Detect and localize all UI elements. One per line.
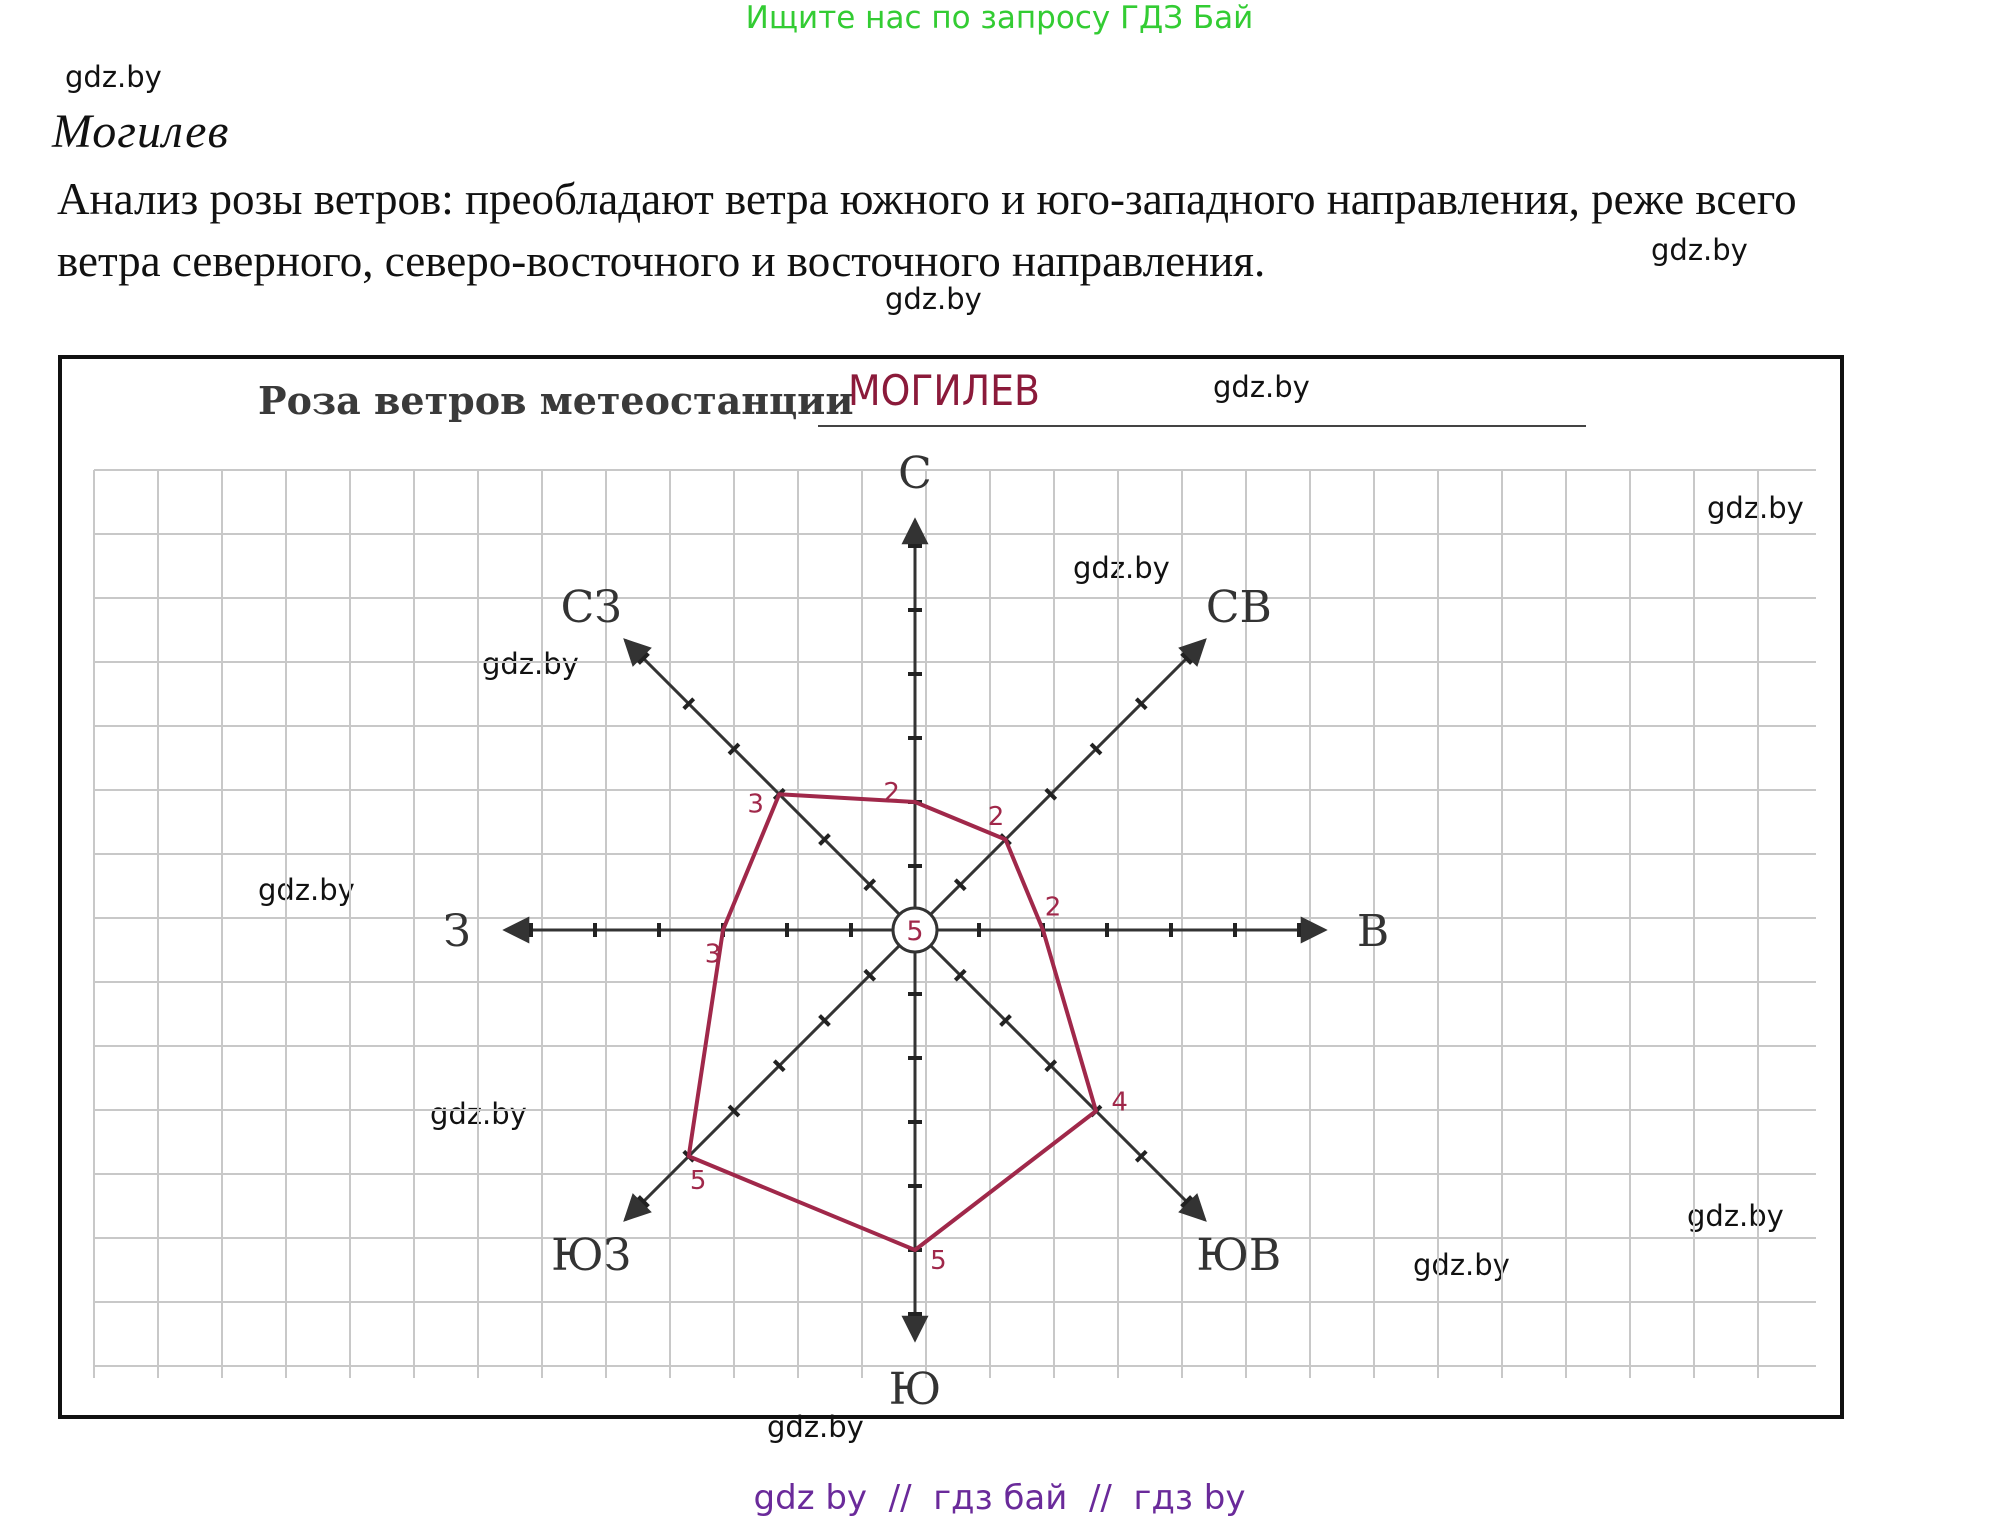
grid: [94, 470, 1816, 1378]
value-label: 5: [689, 1165, 707, 1196]
direction-label: СВ: [1205, 582, 1272, 634]
watermark: gdz.by: [258, 873, 355, 907]
value-label: 3: [704, 939, 722, 970]
watermark: gdz.by: [885, 282, 982, 316]
calm-value-label: 5: [906, 916, 924, 947]
city-heading: Могилев: [52, 105, 230, 158]
watermark: gdz.by: [482, 647, 579, 681]
watermark: gdz.by: [1213, 370, 1310, 404]
axis-3: [931, 946, 1205, 1220]
value-label: 3: [747, 789, 764, 820]
direction-label: Ю: [888, 1364, 942, 1415]
watermark: gdz.by: [1073, 551, 1170, 585]
watermark: gdz.by: [430, 1097, 527, 1131]
direction-label: СЗ: [560, 582, 622, 634]
direction-label: С: [898, 448, 932, 499]
direction-label: ЮЗ: [551, 1229, 632, 1281]
direction-label: В: [1356, 906, 1390, 957]
analysis-line-2: ветра северного, северо-восточного и восточного направления.: [57, 236, 1266, 286]
rose-polygon-layer: [689, 794, 1096, 1250]
analysis-line-1: Анализ розы ветров: преобладают ветра южного и юго-западного направления, реже всего: [57, 174, 1797, 224]
axis-1: [931, 640, 1205, 914]
top-banner: Ищите нас по запросу ГДЗ Бай: [745, 0, 1254, 36]
watermark: gdz.by: [1687, 1199, 1784, 1233]
wind-rose-polygon: [689, 794, 1096, 1250]
watermark: gdz.by: [65, 60, 162, 94]
footer-text: gdz by // гдз бай // гдз by: [753, 1478, 1246, 1518]
watermark: gdz.by: [1651, 233, 1748, 267]
value-label: 2: [883, 778, 900, 808]
axis-7: [625, 640, 899, 914]
chart-title: Роза ветров метеостанции: [258, 378, 854, 423]
value-label: 2: [987, 801, 1005, 832]
value-label: 5: [930, 1246, 947, 1276]
watermark: gdz.by: [1707, 491, 1804, 525]
direction-label: ЮВ: [1196, 1229, 1282, 1281]
axis-5: [625, 946, 899, 1220]
direction-label: З: [443, 906, 471, 957]
value-label: 2: [1044, 892, 1062, 923]
value-label: 4: [1111, 1087, 1128, 1118]
watermark: gdz.by: [767, 1410, 864, 1444]
chart-frame: [60, 357, 1842, 1417]
station-name: МОГИЛЕВ: [848, 366, 1040, 415]
watermark: gdz.by: [1413, 1248, 1510, 1282]
